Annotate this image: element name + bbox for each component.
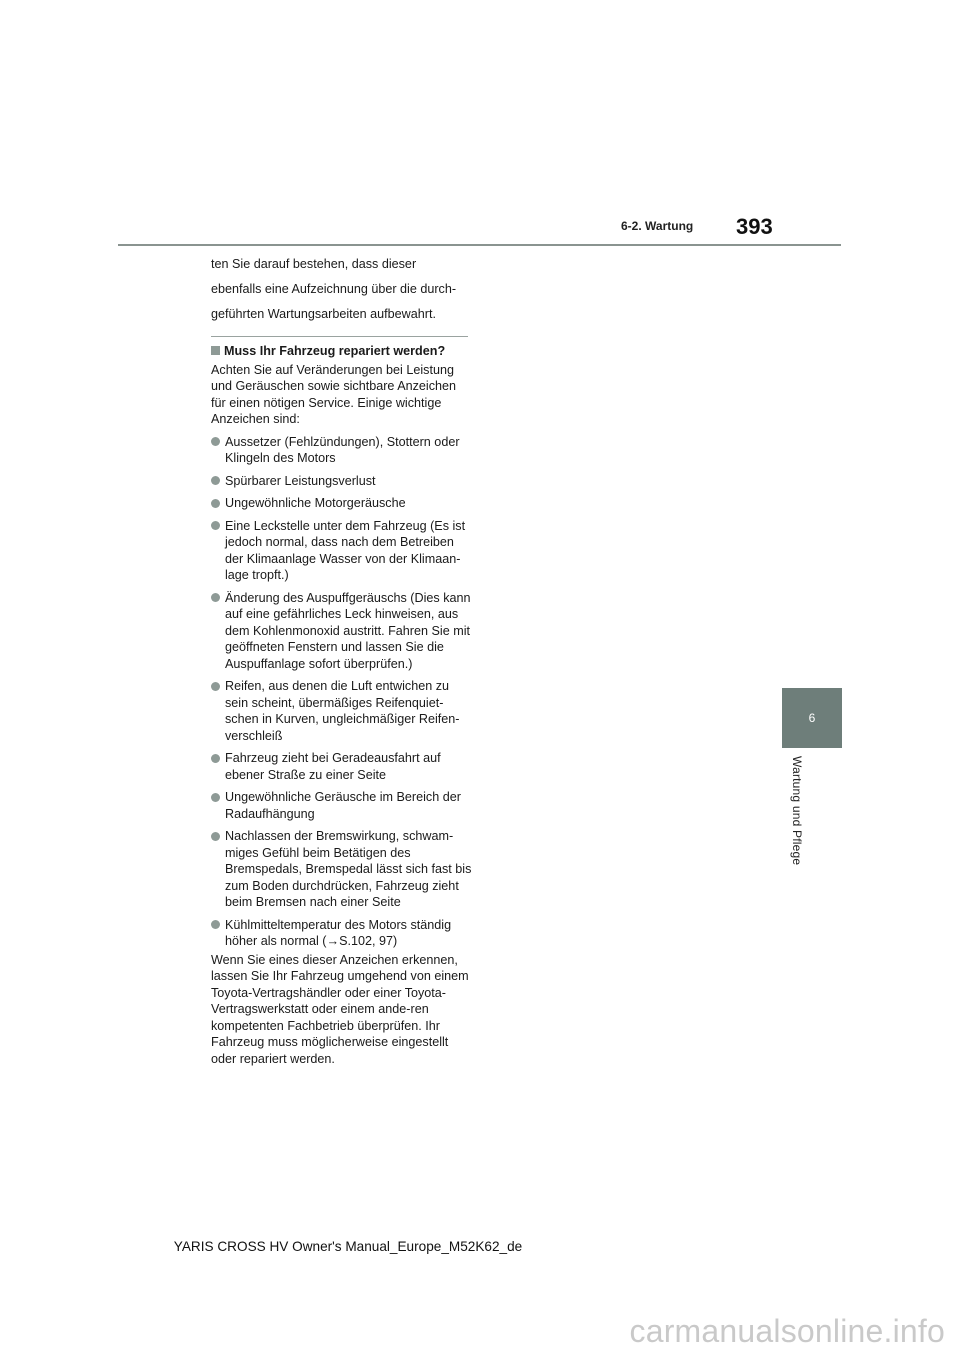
list-item xyxy=(211,828,473,911)
list-item xyxy=(211,789,473,822)
manual-title: YARIS CROSS HV Owner's Manual_Europe_M52K62_de xyxy=(173,1239,523,1254)
continuation-paragraph xyxy=(211,254,473,324)
footer xyxy=(0,1239,960,1254)
list-item-text: Aussetzer (Fehlzündungen), Stottern oder Klingeln des Motors xyxy=(225,434,460,466)
list-item-text: Fahrzeug zieht bei Geradeausfahrt auf ebener Straße zu einer Seite xyxy=(225,751,441,782)
list-item xyxy=(211,473,473,490)
list-item-text: Ungewöhnliche Geräusche im Bereich der Radaufhängung xyxy=(225,790,461,821)
list-item-text: Spürbarer Leistungsverlust xyxy=(225,473,376,488)
circle-bullet-icon xyxy=(211,499,220,508)
circle-bullet-icon xyxy=(211,793,220,802)
circle-bullet-icon xyxy=(211,593,220,602)
list-item-text: Eine Leckstelle unter dem Fahrzeug (Es ist jedoch normal, dass nach dem Betreiben der Klimaanlage Wasser von der Klimaan-lage tropft.) xyxy=(225,518,466,583)
circle-bullet-icon xyxy=(211,476,220,485)
subsection-heading-text: Muss Ihr Fahrzeug repariert werden? xyxy=(224,344,446,359)
list-item xyxy=(211,678,473,744)
subsection-divider xyxy=(211,336,468,337)
circle-bullet-icon xyxy=(211,682,220,691)
header-divider xyxy=(118,244,841,246)
circle-bullet-icon xyxy=(211,920,220,929)
list-item-text: Ungewöhnliche Motorgeräusche xyxy=(225,496,406,511)
list-item xyxy=(211,434,473,467)
circle-bullet-icon xyxy=(211,754,220,763)
circle-bullet-icon xyxy=(211,521,220,530)
circle-bullet-icon xyxy=(211,832,220,841)
list-item-text: Nachlassen der Bremswirkung, schwam-miges Gefühl beim Betätigen des Bremspedals, Bremspedal lässt sich fast bis zum Boden durchdrücken, Fahrzeug zieht beim Bremsen nach einer Seite xyxy=(225,829,472,910)
list-item-text: Kühlmitteltemperatur des Motors ständig höher als normal (→S.102, 97) xyxy=(225,917,452,949)
circle-bullet-icon xyxy=(211,437,220,446)
chapter-tab xyxy=(782,688,842,748)
list-item xyxy=(211,495,473,512)
continuation-line: ten Sie darauf bestehen, dass dieser xyxy=(211,257,417,271)
subsection-outro: Wenn Sie eines dieser Anzeichen erkennen, lassen Sie Ihr Fahrzeug umgehend von einem Toyota-Vertragshändler oder einer Toyota-Vertragswerkstatt oder einem ande-ren kompetenten Fachbetrieb überprüfen. Ihr Fahrzeug muss möglicherweise eingestellt oder repariert werden. xyxy=(211,952,469,1066)
continuation-line: ebenfalls eine Aufzeichnung über die durch- xyxy=(211,281,457,296)
list-item-text: Reifen, aus denen die Luft entwichen zu sein scheint, übermäßiges Reifenquiet-schen in Kurven, ungleichmäßiger Reifen-verschleiß xyxy=(225,679,460,743)
chapter-title: Wartung und Pflege xyxy=(790,756,804,866)
square-bullet-icon xyxy=(211,346,220,355)
subsection-intro: Achten Sie auf Veränderungen bei Leistung und Geräuschen sowie sichtbare Anzeichen für einen nötigen Service. Einige wichtige Anzeichen sind: xyxy=(211,362,457,427)
list-item xyxy=(211,518,473,584)
chapter-number: 6 xyxy=(808,711,816,725)
list-item xyxy=(211,750,473,783)
section-label: 6-2. Wartung xyxy=(621,219,694,233)
list-item xyxy=(211,917,473,950)
symptom-list xyxy=(211,434,473,950)
watermark: carmanualsonline.info xyxy=(629,1313,945,1349)
list-item-text: Änderung des Auspuffgeräuschs (Dies kann auf eine gefährliches Leck hinweisen, aus dem Kohlenmonoxid austritt. Fahren Sie mit geöffneten Fenstern und lassen Sie die Auspuffanlage sofort überprüfen.) xyxy=(225,590,471,671)
main-content xyxy=(211,254,473,1067)
page-number: 393 xyxy=(736,214,773,239)
list-item xyxy=(211,590,473,673)
continuation-line: geführten Wartungsarbeiten aufbewahrt. xyxy=(211,306,436,321)
subsection-heading xyxy=(211,343,473,360)
